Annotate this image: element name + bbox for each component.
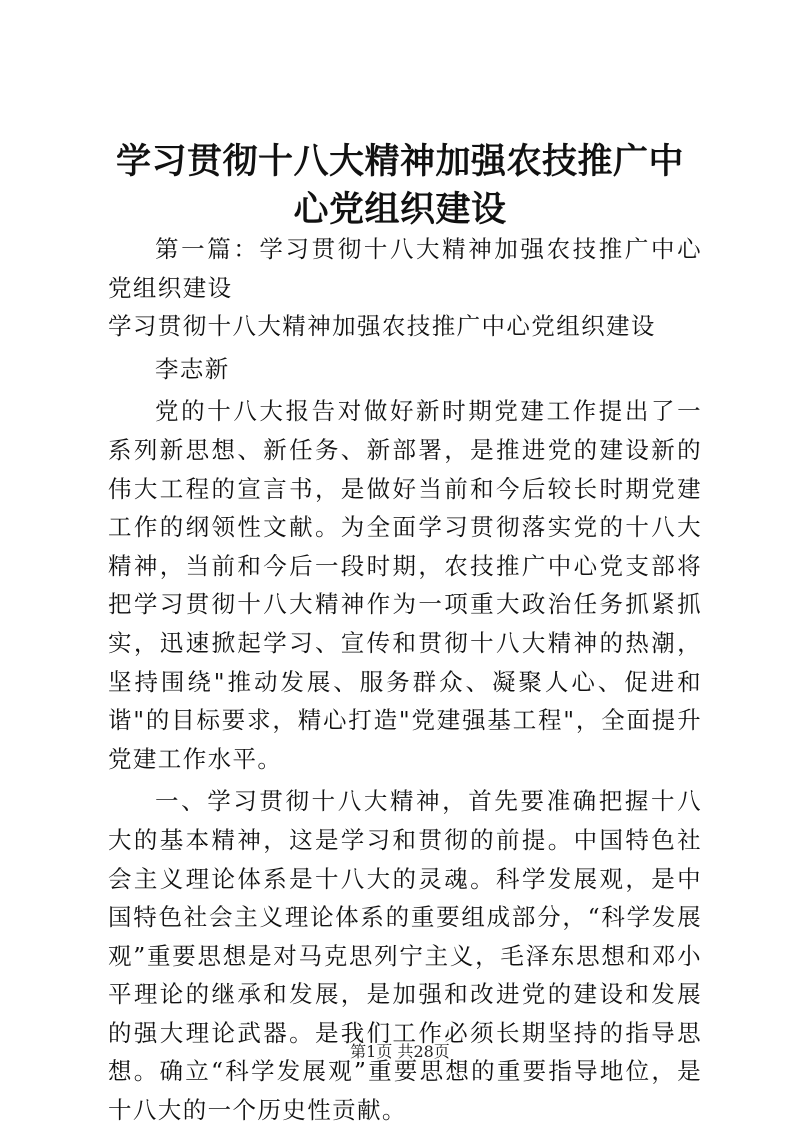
subtitle-line-2: 学习贯彻十八大精神加强农技推广中心党组织建设 [108, 312, 656, 341]
page-indicator: 第1页 共28页 [350, 1042, 450, 1061]
document-body [108, 230, 702, 1130]
author-name: 李志新 [155, 354, 230, 383]
paragraph-2: 一、学习贯彻十八大精神，首先要准确把握十八大的基本精神，这是学习和贯彻的前提。中国特色社会主义理论体系是十八大的灵魂。科学发展观，是中国特色社会主义理论体系的重要组成部分，“科学发展观”重要思想是对马克思列宁主义，毛泽东思想和邓小平理论的继承和发展，是加强和改进党的建设和发展的强大理论武器。是我们工作必须长期坚持的指导思想。确立“科学发展观”重要思想的重要指导地位，是十八大的一个历史性贡献。 [108, 787, 702, 1125]
paragraph-1: 党的十八大报告对做好新时期党建工作提出了一系列新思想、新任务、新部署，是推进党的建设新的伟大工程的宣言书，是做好当前和今后较长时期党建工作的纲领性文献。为全面学习贯彻落实党的十八大精神，当前和今后一段时期，农技推广中心党支部将把学习贯彻十八大精神作为一项重大政治任务抓紧抓实，迅速掀起学习、宣传和贯彻十八大精神的热潮，坚持围绕"推动发展、服务群众、凝聚人心、促进和谐"的目标要求，精心打造"党建强基工程"，全面提升党建工作水平。 [108, 397, 702, 773]
document-title: 学习贯彻十八大精神加强农技推广中心党组织建设 [115, 141, 684, 230]
subtitle-line: 第一篇：学习贯彻十八大精神加强农技推广中心党组织建设 [108, 235, 702, 302]
